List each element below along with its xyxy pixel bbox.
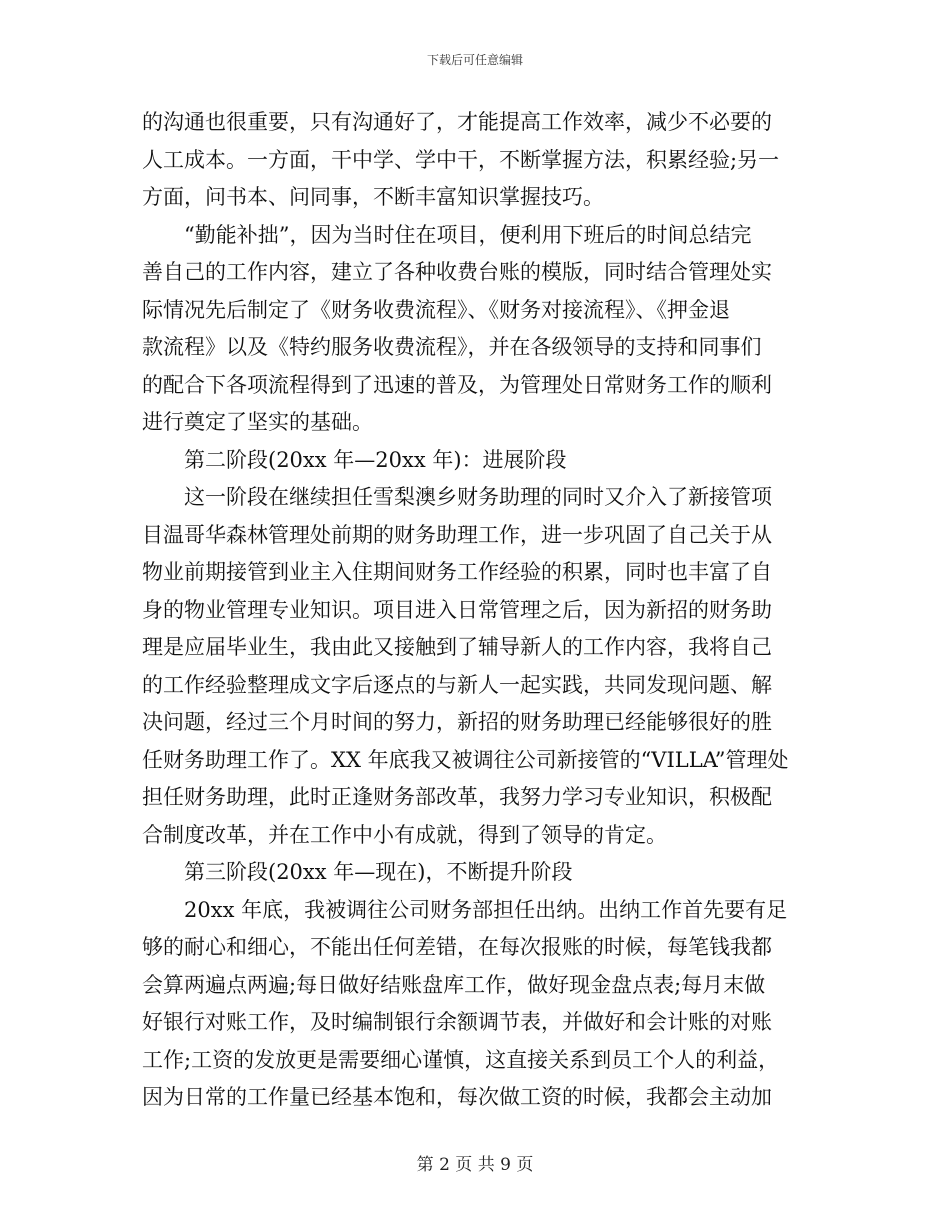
section-heading-stage-two: 第二阶段(20xx 年—20xx 年)：进展阶段	[184, 447, 567, 472]
body-line: 人工成本。一方面，干中学、学中干，不断掌握方法，积累经验;另一	[142, 147, 780, 172]
body-line: 物业前期接管到业主入住期间财务工作经验的积累，同时也丰富了自	[142, 560, 772, 584]
body-line: 的沟通也很重要，只有沟通好了，才能提高工作效率，减少不必要的	[142, 110, 772, 134]
body-line: 理是应届毕业生，我由此又接触到了辅导新人的工作内容，我将自己	[142, 635, 772, 659]
page-header: 下载后可任意编辑	[426, 53, 523, 67]
body-line: 际情况先后制定了《财务收费流程》、《财务对接流程》、《押金退	[142, 297, 730, 322]
body-line: 款流程》以及《特约服务收费流程》，并在各级领导的支持和同事们	[142, 335, 762, 359]
body-line: 身的物业管理专业知识。项目进入日常管理之后，因为新招的财务助	[142, 597, 772, 622]
page-number: 第 2 页 共 9 页	[416, 1155, 534, 1175]
body-line: 会算两遍点两遍;每日做好结账盘库工作，做好现金盘点表;每月末做	[142, 972, 766, 997]
paragraph-start-line: 20xx 年底，我被调往公司财务部担任出纳。出纳工作首先要有足	[184, 897, 788, 922]
body-line: 决问题，经过三个月时间的努力，新招的财务助理已经能够很好的胜	[142, 710, 772, 734]
body-line: 的工作经验整理成文字后逐点的与新人一起实践，共同发现问题、解	[142, 672, 772, 697]
body-line: 担任财务助理，此时正逢财务部改革，我努力学习专业知识，积极配	[142, 785, 772, 809]
body-line: 好银行对账工作，及时编制银行余额调节表，并做好和会计账的对账	[142, 1010, 772, 1034]
body-line: 够的耐心和细心，不能出任何差错，在每次报账的时候，每笔钱我都	[142, 935, 772, 959]
paragraph-start-line: 这一阶段在继续担任雪梨澳乡财务助理的同时又介入了新接管项	[184, 485, 772, 509]
body-line: 的配合下各项流程得到了迅速的普及，为管理处日常财务工作的顺利	[142, 372, 772, 397]
body-line: 目温哥华森林管理处前期的财务助理工作，进一步巩固了自己关于从	[142, 522, 772, 547]
body-line: 工作;工资的发放更是需要细心谨慎，这直接关系到员工个人的利益，	[142, 1047, 780, 1072]
body-line: 方面，问书本、问同事，不断丰富知识掌握技巧。	[142, 185, 604, 209]
section-heading-stage-three: 第三阶段(20xx 年—现在)，不断提升阶段	[184, 860, 573, 884]
body-line: 善自己的工作内容，建立了各种收费台账的模版，同时结合管理处实	[142, 260, 772, 284]
document-body	[142, 104, 807, 1117]
body-line: 任财务助理工作了。XX 年底我又被调往公司新接管的“VILLA”管理处	[142, 747, 789, 772]
body-line: 合制度改革，并在工作中小有成就，得到了领导的肯定。	[142, 822, 667, 847]
body-line: 进行奠定了坚实的基础。	[142, 410, 373, 434]
paragraph-start-line: “勤能补拙”，因为当时住在项目，便利用下班后的时间总结完	[184, 222, 752, 247]
body-line: 因为日常的工作量已经基本饱和，每次做工资的时候，我都会主动加	[142, 1085, 772, 1109]
